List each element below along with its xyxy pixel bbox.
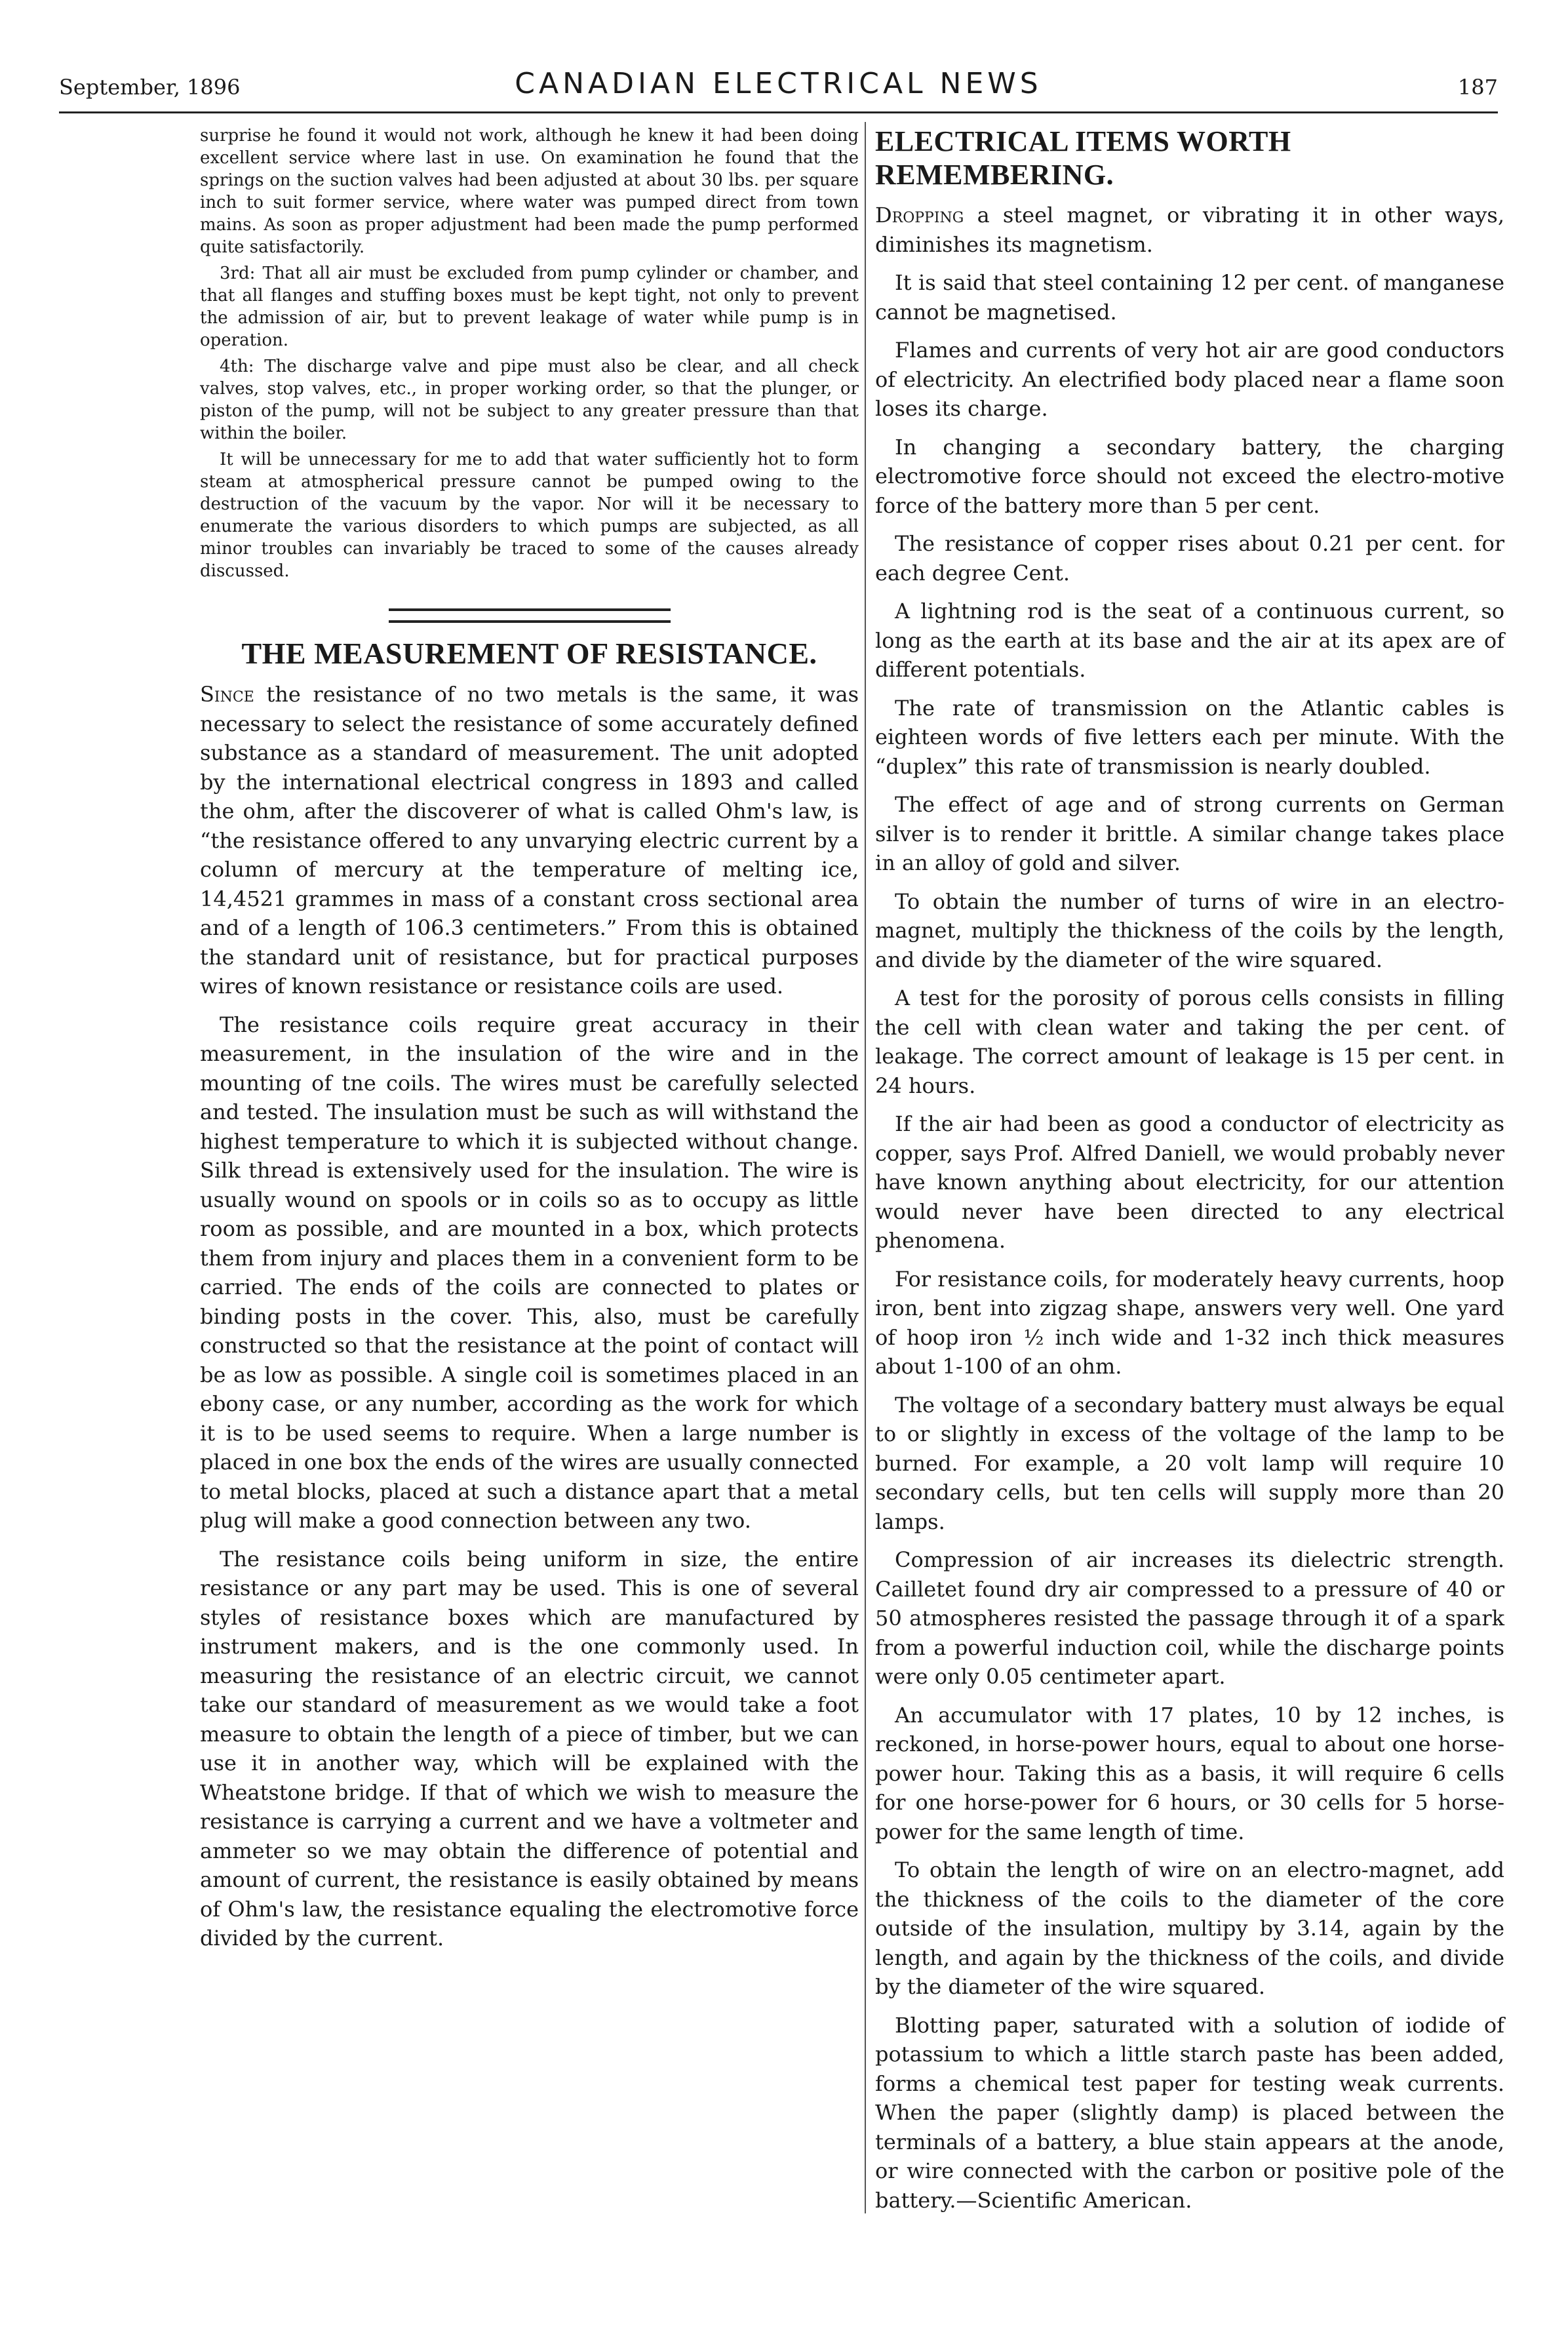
item-paragraph: The effect of age and of strong currents on German silver is to render it brittle. A similar change takes place in an alloy of gold and silver. bbox=[875, 792, 1504, 875]
paragraph-text: the resistance of no two metals is the same, it was necessary to select the resistance of some accurately defined substance as a standard of measurement. The unit adopted by the international electrical congress in 1893 and called the ohm, after the discoverer of what is called Ohm's law, is “the resistance offered to any unvarying electric current by a column of mercury at the temperature of melting ice, 14,4521 grammes in mass of a constant cross sectional area and of a length of 106.3 centimeters.” From this is obtained the standard unit of resistance, but for practical purposes wires of known resistance or resistance coils are used. bbox=[200, 682, 859, 999]
item-paragraph: Blotting paper, saturated with a solution of iodide of potassium to which a little starch paste has been added, forms a chemical test paper for testing weak currents. When the paper (slightly damp) is placed between the terminals of a battery, a blue stain appears at the anode, or wire connected with the carbon or positive pole of the battery.—Scientific American. bbox=[875, 2012, 1504, 2213]
item-paragraph: To obtain the length of wire on an electro-magnet, add the thickness of the coils to the diameter of the core outside of the insulation, multipy by 3.14, again by the length, and again by the thickness of the coils, and divide by the diameter of the wire squared. bbox=[875, 1857, 1504, 1999]
item-paragraph: In changing a secondary battery, the charging electromotive force should not exceed the electro-motive force of the battery more than 5 per cent. bbox=[875, 434, 1504, 518]
continued-paragraph: 3rd: That all air must be excluded from pump cylinder or chamber, and that all flanges and stuffing boxes must be kept tight, not only to prevent the admission of air, but to prevent leakage of water while pump is in operation. bbox=[200, 264, 859, 350]
continued-paragraph: It will be unnecessary for me to add that water sufficiently hot to form steam at atmospherical pressure cannot be pumped owing to the destruction of the vacuum by the vapor. Nor will it be necessary to enumerate the various disorders to which pumps are subjected, as all minor troubles can invariably be traced to some of the causes already discussed. bbox=[200, 450, 859, 581]
item-paragraph: The resistance of copper rises about 0.21 per cent. for each degree Cent. bbox=[875, 531, 1504, 585]
item-paragraph: The voltage of a secondary battery must always be equal to or slightly in excess of the voltage of the lamp to be burned. For example, a 20 volt lamp will require 10 secondary cells, but ten cells will supply more than 20 lamps. bbox=[875, 1392, 1504, 1534]
lead-word: Since bbox=[200, 682, 254, 707]
article-items-body bbox=[875, 201, 1504, 2215]
issue-date: September, 1896 bbox=[59, 75, 241, 100]
item-paragraph: A test for the porosity of porous cells consists in filling the cell with clean water and taking the per cent. of leakage. The correct amount of leakage is 15 per cent. in 24 hours. bbox=[875, 985, 1504, 1098]
continued-paragraph: 4th: The discharge valve and pipe must also be clear, and all check valves, stop valves, etc., in proper working order, so that the plunger, or piston of the pump, will not be subject to any greater pressure than that within the boiler. bbox=[200, 357, 859, 443]
left-column bbox=[200, 125, 859, 1962]
item-paragraph bbox=[875, 201, 1504, 259]
item-paragraph: To obtain the number of turns of wire in an electro-magnet, multiply the thickness of the coils by the length, and divide by the diameter of the wire squared. bbox=[875, 888, 1504, 972]
item-paragraph: A lightning rod is the seat of a continuous current, so long as the earth at its base and the air at its apex are of different potentials. bbox=[875, 599, 1504, 682]
item-paragraph: The rate of transmission on the Atlantic cables is eighteen words of five letters each per minute. With the “duplex” this rate of transmission is nearly doubled. bbox=[875, 695, 1504, 779]
paragraph-text: a steel magnet, or vibrating it in other ways, diminishes its magnetism. bbox=[875, 203, 1504, 257]
column-divider bbox=[865, 122, 866, 2213]
article-title-resistance: THE MEASUREMENT OF RESISTANCE. bbox=[241, 637, 817, 670]
article-title-items: ELECTRICAL ITEMS WORTH REMEMBERING. bbox=[875, 125, 1291, 191]
continued-paragraph: surprise he found it would not work, although he knew it had been doing excellent service where last in use. On examination he found that the springs on the suction valves had been adjusted at about 30 lbs. per square inch to suit former service, where water was pumped direct from town mains. As soon as proper adjustment had been made the pump performed quite satisfactorily. bbox=[200, 126, 859, 257]
item-paragraph: An accumulator with 17 plates, 10 by 12 inches, is reckoned, in horse-power hours, equal to about one horse-power hour. Taking this as a basis, it will require 6 cells for one horse-power for 6 hours, or 30 cells for 5 horse-power for the same length of time. bbox=[875, 1702, 1504, 1844]
journal-title: CANADIAN ELECTRICAL NEWS bbox=[515, 67, 1042, 100]
article-paragraph: The resistance coils being uniform in size, the entire resistance or any part may be used. This is one of several styles of resistance boxes which are manufactured by instrument makers, and is the one commonly used. In measuring the resistance of an electric circuit, we cannot take our standard of measurement as we would take a foot measure to obtain the length of a piece of timber, but we can use it in another way, which will be explained with the Wheatstone bridge. If that of which we wish to measure the resistance is carrying a current and we have a voltmeter and ammeter so we may obtain the difference of potential and amount of current, the resistance is easily obtained by means of Ohm's law, the resistance equaling the electromotive force divided by the current. bbox=[200, 1546, 859, 1951]
continued-article bbox=[200, 125, 859, 582]
article-paragraph bbox=[200, 680, 859, 1001]
item-paragraph: Compression of air increases its dielectric strength. Cailletet found dry air compressed to a pressure of 40 or 50 atmospheres resisted the passage through it of a spark from a powerful induction coil, while the discharge points were only 0.05 centimeter apart. bbox=[875, 1547, 1504, 1689]
page-number: 187 bbox=[1457, 75, 1498, 100]
item-paragraph: Flames and currents of very hot air are good conductors of electricity. An electrified body placed near a flame soon loses its charge. bbox=[875, 338, 1504, 421]
page-header bbox=[59, 63, 1498, 110]
item-paragraph: For resistance coils, for moderately heavy currents, hoop iron, bent into zigzag shape, answers very well. One yard of hoop iron ½ inch wide and 1-32 inch thick measures about 1-100 of an ohm. bbox=[875, 1266, 1504, 1379]
lead-word: Dropping bbox=[875, 203, 964, 228]
article-paragraph: The resistance coils require great accuracy in their measurement, in the insulation of the wire and in the mounting of tne coils. The wires must be carefully selected and tested. The insulation must be such as will withstand the highest temperature to which it is subjected without change. Silk thread is extensively used for the insulation. The wire is usually wound on spools or in coils so as to occupy as little room as possible, and are mounted in a box, which protects them from injury and places them in a convenient form to be carried. The ends of the coils are connected to plates or binding posts in the cover. This, also, must be carefully constructed so that the resistance at the point of contact will be as low as possible. A single coil is sometimes placed in an ebony case, or any number, according as the work for which it is to be used seems to require. When a large number is placed in one box the ends of the wires are usually connected to metal blocks, placed at such a distance apart that a metal plug will make a good connection between any two. bbox=[200, 1012, 859, 1533]
right-column bbox=[875, 125, 1504, 2224]
article-separator bbox=[389, 608, 671, 623]
header-rule bbox=[59, 111, 1498, 113]
item-paragraph: It is said that steel containing 12 per cent. of manganese cannot be magnetised. bbox=[875, 270, 1504, 325]
article-resistance-body bbox=[200, 680, 859, 1953]
item-paragraph: If the air had been as good a conductor of electricity as copper, says Prof. Alfred Daniell, we would probably never have known anything about electricity, for our attention would never have been directed to any electrical phenomena. bbox=[875, 1111, 1504, 1253]
